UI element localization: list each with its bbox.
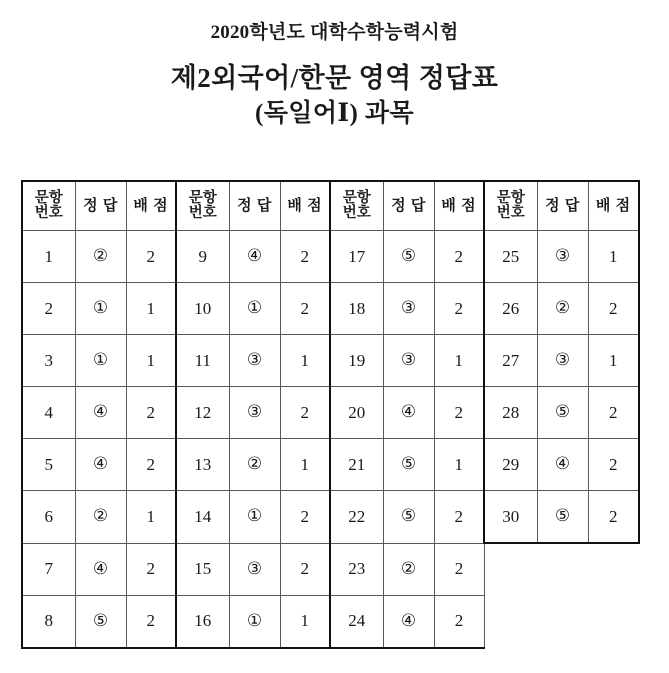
empty-cell	[588, 543, 639, 595]
cell-answer: ⑤	[537, 387, 588, 439]
cell-points: 2	[280, 231, 330, 283]
table-header	[22, 181, 639, 231]
cell-answer: ⑤	[75, 595, 126, 648]
cell-answer: ①	[229, 491, 280, 544]
exam-year-subtitle: 2020학년도 대학수학능력시험	[210, 22, 459, 43]
column-header-answer-2: 정 답	[229, 181, 280, 231]
column-header-question-no-3	[330, 181, 383, 231]
cell-answer: ④	[75, 543, 126, 595]
cell-points: 1	[280, 439, 330, 491]
cell-answer: ④	[383, 387, 434, 439]
answer-table-container	[21, 180, 638, 649]
column-header-line1: 문항	[496, 189, 525, 206]
cell-answer: ④	[75, 439, 126, 491]
cell-answer: ②	[75, 491, 126, 544]
empty-cell	[537, 595, 588, 648]
cell-answer: ②	[383, 543, 434, 595]
cell-question-no: 19	[330, 335, 383, 387]
empty-cell	[484, 543, 537, 595]
cell-question-no: 15	[176, 543, 229, 595]
cell-question-no: 9	[176, 231, 229, 283]
cell-answer: ③	[229, 335, 280, 387]
column-header-question-no-1	[22, 181, 75, 231]
cell-points: 1	[588, 335, 639, 387]
cell-answer: ②	[229, 439, 280, 491]
cell-question-no: 22	[330, 491, 383, 544]
table-row	[22, 283, 639, 335]
cell-question-no: 10	[176, 283, 229, 335]
table-row	[22, 543, 639, 595]
cell-points: 2	[126, 595, 176, 648]
subject-title: (독일어Ⅰ) 과목	[255, 100, 414, 128]
column-header-line1: 문항	[342, 189, 371, 206]
cell-answer: ②	[537, 283, 588, 335]
cell-points: 2	[126, 543, 176, 595]
title-block	[0, 0, 669, 131]
column-header-answer-4: 정 답	[537, 181, 588, 231]
table-row	[22, 231, 639, 283]
cell-answer: ④	[75, 387, 126, 439]
cell-points: 2	[588, 387, 639, 439]
column-header-line2: 번호	[496, 205, 525, 221]
column-header-line1: 문항	[188, 189, 217, 206]
cell-question-no: 14	[176, 491, 229, 544]
cell-answer: ⑤	[383, 491, 434, 544]
cell-question-no: 13	[176, 439, 229, 491]
cell-question-no: 25	[484, 231, 537, 283]
header-row	[22, 181, 639, 231]
column-header-points-4: 배 점	[588, 181, 639, 231]
cell-answer: ③	[383, 283, 434, 335]
cell-answer: ③	[229, 387, 280, 439]
page-title: 제2외국어/한문 영역 정답표	[170, 62, 499, 93]
cell-question-no: 2	[22, 283, 75, 335]
cell-points: 2	[434, 387, 484, 439]
cell-points: 2	[280, 387, 330, 439]
table-row	[22, 335, 639, 387]
cell-points: 2	[280, 491, 330, 544]
cell-points: 2	[434, 595, 484, 648]
cell-points: 2	[434, 283, 484, 335]
cell-question-no: 6	[22, 491, 75, 544]
cell-points: 2	[280, 283, 330, 335]
cell-answer: ①	[75, 283, 126, 335]
column-header-line1: 문항	[34, 189, 63, 206]
cell-question-no: 5	[22, 439, 75, 491]
column-header-points-3: 배 점	[434, 181, 484, 231]
cell-question-no: 17	[330, 231, 383, 283]
cell-points: 2	[280, 543, 330, 595]
cell-points: 1	[434, 439, 484, 491]
cell-question-no: 24	[330, 595, 383, 648]
table-row	[22, 491, 639, 544]
cell-question-no: 26	[484, 283, 537, 335]
column-header-answer-3: 정 답	[383, 181, 434, 231]
empty-cell	[588, 595, 639, 648]
table-row	[22, 595, 639, 648]
cell-points: 2	[126, 387, 176, 439]
cell-question-no: 30	[484, 491, 537, 544]
cell-points: 1	[280, 335, 330, 387]
cell-answer: ④	[229, 231, 280, 283]
cell-question-no: 28	[484, 387, 537, 439]
cell-points: 2	[126, 231, 176, 283]
cell-answer: ③	[537, 231, 588, 283]
cell-question-no: 23	[330, 543, 383, 595]
cell-question-no: 27	[484, 335, 537, 387]
cell-points: 1	[280, 595, 330, 648]
cell-question-no: 29	[484, 439, 537, 491]
cell-points: 2	[588, 491, 639, 544]
column-header-points-1: 배 점	[126, 181, 176, 231]
cell-points: 1	[588, 231, 639, 283]
empty-cell	[537, 543, 588, 595]
cell-question-no: 20	[330, 387, 383, 439]
cell-points: 2	[126, 439, 176, 491]
empty-cell	[484, 595, 537, 648]
cell-answer: ①	[75, 335, 126, 387]
cell-points: 1	[434, 335, 484, 387]
cell-answer: ③	[229, 543, 280, 595]
column-header-question-no-4	[484, 181, 537, 231]
cell-question-no: 3	[22, 335, 75, 387]
cell-points: 1	[126, 491, 176, 544]
column-header-line2: 번호	[34, 205, 63, 221]
column-header-line2: 번호	[342, 205, 371, 221]
cell-points: 1	[126, 335, 176, 387]
cell-answer: ②	[75, 231, 126, 283]
column-header-points-2: 배 점	[280, 181, 330, 231]
cell-question-no: 8	[22, 595, 75, 648]
cell-points: 2	[434, 231, 484, 283]
cell-answer: ③	[383, 335, 434, 387]
cell-question-no: 1	[22, 231, 75, 283]
cell-question-no: 16	[176, 595, 229, 648]
cell-points: 2	[588, 439, 639, 491]
table-body	[22, 231, 639, 648]
cell-question-no: 21	[330, 439, 383, 491]
cell-question-no: 18	[330, 283, 383, 335]
cell-question-no: 7	[22, 543, 75, 595]
cell-answer: ⑤	[537, 491, 588, 544]
table-row	[22, 387, 639, 439]
table-row	[22, 439, 639, 491]
column-header-question-no-2	[176, 181, 229, 231]
cell-answer: ①	[229, 595, 280, 648]
cell-answer: ⑤	[383, 231, 434, 283]
cell-answer: ④	[537, 439, 588, 491]
cell-question-no: 12	[176, 387, 229, 439]
cell-question-no: 4	[22, 387, 75, 439]
cell-answer: ⑤	[383, 439, 434, 491]
answer-table	[21, 180, 640, 649]
cell-answer: ③	[537, 335, 588, 387]
column-header-answer-1: 정 답	[75, 181, 126, 231]
cell-points: 2	[434, 543, 484, 595]
cell-question-no: 11	[176, 335, 229, 387]
cell-points: 2	[434, 491, 484, 544]
cell-points: 1	[126, 283, 176, 335]
cell-points: 2	[588, 283, 639, 335]
cell-answer: ④	[383, 595, 434, 648]
column-header-line2: 번호	[188, 205, 217, 221]
cell-answer: ①	[229, 283, 280, 335]
